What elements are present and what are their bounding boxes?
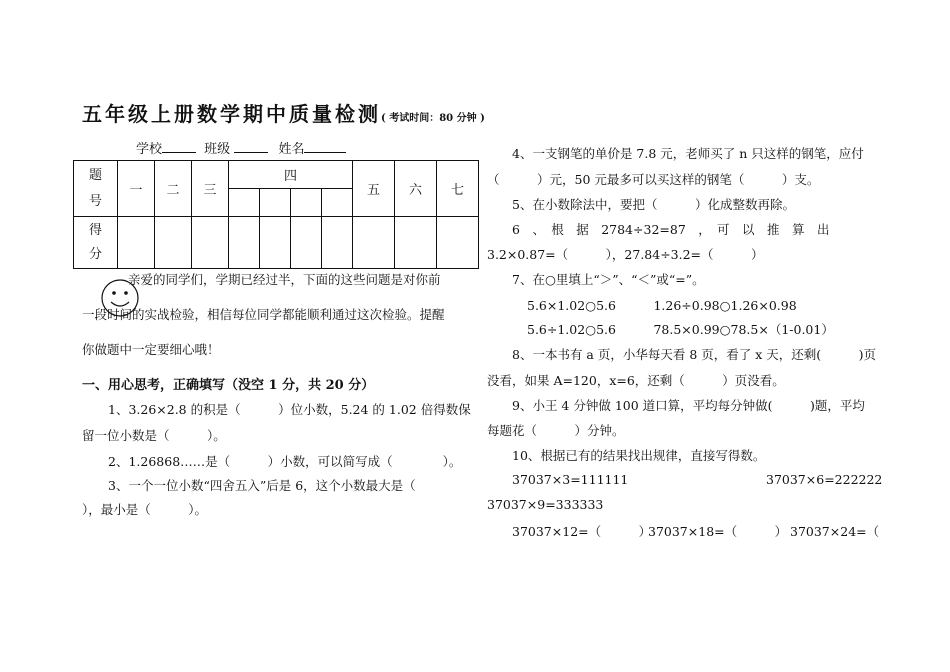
question-10: 10、根据已有的结果找出规律，直接写得数。 (512, 448, 766, 463)
column-header-3: 三 (192, 161, 229, 217)
question-6-line-2: 3.2×0.87=（ ），27.84÷3.2=（ ） (487, 247, 764, 262)
pattern-eq-5: 37037×18=（ ） (648, 524, 788, 539)
student-info-line (136, 138, 346, 157)
row-label-question-number: 题号 (74, 161, 118, 217)
school-blank[interactable] (162, 141, 196, 153)
sub-cell (291, 189, 322, 217)
question-5: 5、在小数除法中，要把（ ）化成整数再除。 (512, 197, 795, 212)
intro-line-1: 亲爱的同学们，学期已经过半，下面的这些问题是对你前 (128, 272, 441, 287)
title-main: 五年级上册数学期中质量检测 (82, 102, 381, 126)
question-8-line-1: 8、一本书有 a 页，小华每天看 8 页，看了 x 天，还剩( )页 (512, 347, 877, 362)
question-3-line-1: 3、一个一位小数“四舍五入”后是 6，这个小数最大是（ (108, 478, 416, 493)
question-7-row-2: 5.6÷1.02○5.6 78.5×0.99○78.5×（1-0.01） (527, 322, 834, 337)
column-header-5: 五 (353, 161, 395, 217)
page-title (82, 98, 485, 127)
score-cell-4a[interactable] (229, 217, 260, 269)
pattern-eq-3: 37037×9=333333 (487, 497, 604, 512)
question-3-line-2: ），最小是（ ）。 (82, 502, 208, 517)
title-sub: ( 考试时间：80 分钟 ) (381, 113, 485, 124)
sub-cell (229, 189, 260, 217)
section-1-heading: 一、用心思考，正确填写（没空 1 分，共 20 分） (82, 378, 375, 393)
question-6-line-1: 6 、 根 据 2784÷32=87 ， 可 以 推 算 出 (512, 222, 830, 237)
name-label: 姓名 (278, 142, 305, 157)
intro-line-2: 一段时间的实战检验，相信每位同学都能顺利通过这次检验。提醒 (82, 307, 445, 322)
column-header-7: 七 (437, 161, 479, 217)
question-1-line-1: 1、3.26×2.8 的积是（ ）位小数，5.24 的 1.02 倍得数保 (108, 402, 471, 417)
score-cell-4c[interactable] (291, 217, 322, 269)
question-7: 7、在○里填上“＞”、“＜”或“=”。 (512, 272, 705, 287)
score-cell-3[interactable] (192, 217, 229, 269)
pattern-eq-6: 37037×24=（ (790, 524, 880, 539)
score-cell-1[interactable] (118, 217, 155, 269)
pattern-eq-4: 37037×12=（ ） (512, 524, 652, 539)
question-4-line-1: 4、一支钢笔的单价是 7.8 元，老师买了 n 只这样的钢笔，应付 (512, 146, 864, 161)
question-8-line-2: 没看，如果 A=120，x=6，还剩（ ）页没看。 (487, 373, 785, 388)
score-cell-6[interactable] (395, 217, 437, 269)
score-cell-4b[interactable] (260, 217, 291, 269)
class-blank[interactable] (234, 141, 268, 153)
question-9-line-1: 9、小王 4 分钟做 100 道口算，平均每分钟做( )题，平均 (512, 398, 865, 413)
row-label-score: 得分 (74, 217, 118, 269)
sub-cell (322, 189, 353, 217)
question-9-line-2: 每题花（ ）分钟。 (487, 423, 625, 438)
score-table (73, 160, 479, 269)
question-7-row-1: 5.6×1.02○5.6 1.26÷0.98○1.26×0.98 (527, 298, 797, 313)
pattern-eq-1: 37037×3=111111 (512, 472, 629, 487)
question-4-line-2: （ ）元，50 元最多可以买这样的钢笔（ ）支。 (487, 172, 820, 187)
intro-line-3: 你做题中一定要细心哦！ (82, 342, 220, 357)
column-header-1: 一 (118, 161, 155, 217)
pattern-eq-2: 37037×6=222222 (766, 472, 883, 487)
score-cell-5[interactable] (353, 217, 395, 269)
question-2: 2、1.26868……是（ ）小数，可以简写成（ ）。 (108, 454, 462, 469)
question-1-line-2: 留一位小数是（ ）。 (82, 428, 226, 443)
column-header-2: 二 (155, 161, 192, 217)
column-header-4: 四 (229, 161, 353, 189)
column-header-6: 六 (395, 161, 437, 217)
score-cell-7[interactable] (437, 217, 479, 269)
name-blank[interactable] (304, 141, 346, 153)
score-cell-4d[interactable] (322, 217, 353, 269)
school-label: 学校 (136, 142, 163, 157)
sub-cell (260, 189, 291, 217)
score-cell-2[interactable] (155, 217, 192, 269)
class-label: 班级 (204, 142, 231, 157)
